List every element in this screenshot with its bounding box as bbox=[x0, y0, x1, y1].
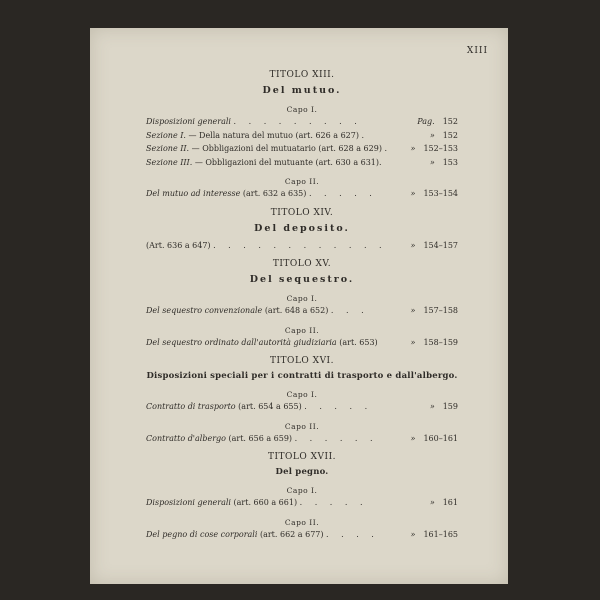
toc-entry bbox=[146, 434, 458, 445]
page-ref: 161–165 bbox=[423, 529, 458, 539]
entry-page bbox=[406, 402, 458, 413]
toc-entry bbox=[146, 530, 458, 541]
entry-text bbox=[146, 498, 406, 509]
page-ref: 154–157 bbox=[423, 240, 458, 250]
entry-detail: (Art. 636 a 647) bbox=[146, 240, 211, 250]
entry-page bbox=[406, 144, 458, 155]
entry-label: Del sequestro convenzionale bbox=[146, 306, 263, 315]
toc-entry bbox=[146, 131, 458, 142]
entry-text bbox=[146, 338, 406, 349]
entry-label: Contratto di trasporto bbox=[146, 402, 236, 411]
toc-entry bbox=[146, 158, 458, 169]
toc-entry bbox=[146, 402, 458, 413]
entry-page bbox=[406, 498, 458, 509]
entry-text bbox=[146, 131, 406, 142]
page-number: XIII bbox=[466, 46, 488, 56]
leader-dots: . bbox=[384, 144, 393, 153]
page-prefix: Pag. bbox=[417, 117, 435, 126]
capo-label: Capo II. bbox=[284, 421, 320, 431]
titolo-heading: TITOLO XIV. bbox=[270, 207, 334, 218]
titolo-heading: TITOLO XVII. bbox=[267, 452, 337, 462]
toc-entry bbox=[146, 498, 458, 509]
page-prefix: » bbox=[410, 433, 416, 443]
entry-page bbox=[406, 306, 458, 317]
page-prefix: » bbox=[410, 337, 416, 347]
section-heading: Del deposito. bbox=[254, 222, 350, 234]
leader-dots: . . . . . bbox=[308, 189, 377, 198]
capo-label: Capo I. bbox=[286, 105, 318, 114]
leader-dots: . . . . . . bbox=[294, 433, 378, 443]
toc-entry bbox=[146, 189, 458, 200]
section-heading: Del pegno. bbox=[275, 467, 329, 477]
titolo-heading: TITOLO XIII. bbox=[269, 70, 335, 80]
entry-label: Sezione III. bbox=[146, 157, 193, 167]
entry-detail: (art. 648 a 652) bbox=[264, 306, 329, 315]
entry-page bbox=[406, 189, 458, 200]
page-ref: 159 bbox=[442, 402, 458, 411]
leader-dots: . . . bbox=[330, 306, 369, 315]
page-ref: 161 bbox=[442, 498, 458, 507]
page-ref: 157–158 bbox=[423, 306, 458, 315]
entry-page bbox=[406, 117, 458, 128]
titolo-heading: TITOLO XV. bbox=[272, 259, 332, 269]
toc-entry bbox=[146, 306, 458, 317]
titolo-heading: TITOLO XVI. bbox=[270, 356, 334, 366]
page-ref: 153 bbox=[442, 157, 458, 167]
leader-dots: . . . . bbox=[326, 529, 379, 539]
page-ref: 160–161 bbox=[423, 433, 458, 443]
toc-entry bbox=[146, 117, 458, 128]
entry-detail: (art. 656 a 659) bbox=[228, 433, 293, 443]
entry-label: Del mutuo ad interesse bbox=[146, 189, 241, 198]
entry-label: Sezione II. bbox=[146, 144, 190, 153]
section-heading: Del mutuo. bbox=[262, 85, 342, 96]
leader-dots: . bbox=[361, 130, 370, 140]
entry-label: Del pegno di cose corporali bbox=[146, 529, 258, 539]
entry-text bbox=[146, 117, 406, 128]
entry-page bbox=[406, 158, 458, 169]
entry-detail: (art. 660 a 661) bbox=[233, 498, 298, 507]
entry-label: Del sequestro ordinato dall'autorità giudiziaria bbox=[146, 337, 337, 347]
entry-detail: — Obbligazioni del mutuatario (art. 628 a 629) bbox=[191, 144, 382, 153]
entry-label: Contratto d'albergo bbox=[146, 433, 226, 443]
page-prefix: » bbox=[429, 402, 435, 411]
section-heading: Disposizioni speciali per i contratti di trasporto e dall'albergo. bbox=[146, 371, 458, 381]
toc-entry bbox=[146, 338, 458, 349]
leader-dots: . . . . . . . . . . . . bbox=[213, 240, 387, 250]
entry-detail: (art. 654 a 655) bbox=[238, 402, 302, 411]
entry-label: Disposizioni generali bbox=[146, 498, 231, 507]
table-of-contents bbox=[146, 62, 458, 540]
page-prefix: » bbox=[410, 306, 416, 315]
entry-text bbox=[146, 144, 406, 155]
entry-page bbox=[406, 338, 458, 349]
entry-page bbox=[406, 530, 458, 541]
capo-label: Capo I. bbox=[286, 294, 318, 303]
book-page bbox=[90, 28, 508, 584]
spacer bbox=[146, 234, 458, 238]
page-ref: 152–153 bbox=[423, 144, 458, 153]
page-ref: 152 bbox=[442, 117, 458, 126]
page-prefix: » bbox=[410, 529, 416, 539]
entry-text bbox=[146, 306, 406, 317]
page-prefix: » bbox=[429, 130, 435, 140]
entry-detail: — Della natura del mutuo (art. 626 a 627) bbox=[188, 130, 359, 140]
page-prefix: » bbox=[429, 498, 435, 507]
entry-text bbox=[146, 241, 406, 252]
entry-page bbox=[406, 131, 458, 142]
entry-text bbox=[146, 402, 406, 413]
entry-label: Disposizioni generali bbox=[146, 117, 231, 126]
leader-dots: . . . . . bbox=[299, 498, 368, 507]
page-prefix: » bbox=[429, 157, 435, 167]
toc-entry bbox=[146, 144, 458, 155]
entry-page bbox=[406, 434, 458, 445]
entry-detail: — Obbligazioni del mutuante (art. 630 a 631). bbox=[194, 157, 382, 167]
toc-entry bbox=[146, 241, 458, 252]
leader-dots: . . . . . bbox=[304, 402, 373, 411]
capo-label: Capo I. bbox=[286, 390, 318, 399]
entry-text bbox=[146, 530, 406, 541]
leader-dots: . . . . . . . . . bbox=[233, 117, 362, 126]
capo-label: Capo II. bbox=[284, 177, 320, 186]
entry-detail: (art. 662 a 677) bbox=[259, 529, 324, 539]
page-prefix: » bbox=[410, 144, 416, 153]
capo-label: Capo II. bbox=[284, 325, 320, 335]
page-prefix: » bbox=[410, 189, 416, 198]
entry-page bbox=[406, 241, 458, 252]
entry-detail: (art. 653) bbox=[339, 337, 378, 347]
entry-text bbox=[146, 189, 406, 200]
entry-text bbox=[146, 434, 406, 445]
capo-label: Capo I. bbox=[286, 486, 318, 495]
capo-label: Capo II. bbox=[284, 517, 320, 527]
entry-label: Sezione I. bbox=[146, 130, 186, 140]
page-ref: 152 bbox=[442, 130, 458, 140]
section-heading: Del sequestro. bbox=[249, 274, 355, 285]
entry-detail: (art. 632 a 635) bbox=[242, 189, 307, 198]
page-ref: 158–159 bbox=[423, 337, 458, 347]
page-ref: 153–154 bbox=[423, 189, 458, 198]
page-prefix: » bbox=[410, 240, 416, 250]
entry-text bbox=[146, 158, 406, 169]
